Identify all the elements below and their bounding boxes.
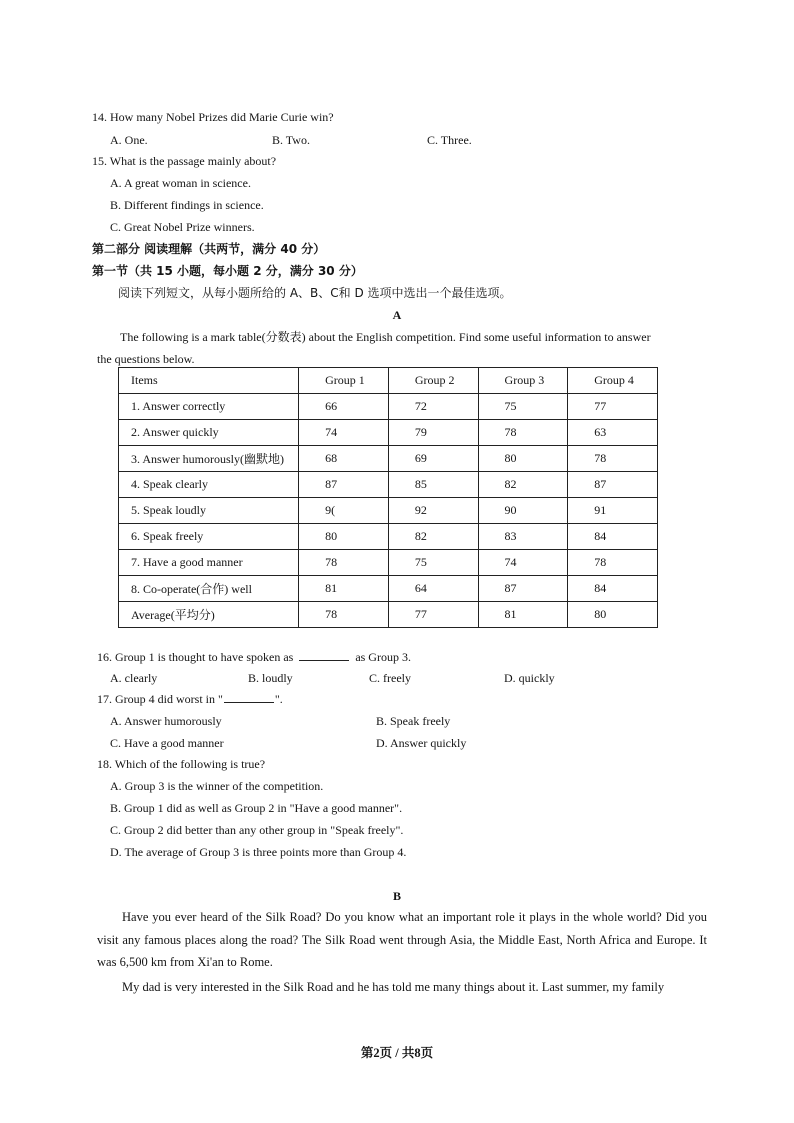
table-header-cell: Group 4 [568, 368, 658, 394]
q14-stem: 14. How many Nobel Prizes did Marie Curie win? [92, 110, 334, 124]
passage-a-intro-line1: The following is a mark table(分数表) about the English competition. Find some useful information to answer [120, 330, 651, 344]
q16-option-a: A. clearly [110, 671, 158, 685]
table-cell: 90 [478, 498, 568, 524]
table-cell: 78 [568, 550, 658, 576]
table-row [119, 420, 658, 446]
table-cell: 77 [568, 394, 658, 420]
q18-option-c: C. Group 2 did better than any other group in "Speak freely". [110, 823, 404, 837]
q16-option-c: C. freely [369, 671, 411, 685]
table-cell: 72 [388, 394, 478, 420]
q14-option-b: B. Two. [272, 133, 310, 147]
answer-blank [299, 649, 349, 661]
table-cell: 6. Speak freely [119, 524, 299, 550]
q17-option-c: C. Have a good manner [110, 736, 224, 750]
q17-stem-before: 17. Group 4 did worst in " [97, 692, 223, 706]
table-header-cell: Group 2 [388, 368, 478, 394]
table-cell: 64 [388, 576, 478, 602]
q14-option-c: C. Three. [427, 133, 472, 147]
table-cell: 87 [568, 472, 658, 498]
table-row [119, 576, 658, 602]
table-cell: 84 [568, 576, 658, 602]
table-cell: 82 [478, 472, 568, 498]
passage-a-label: A [392, 308, 402, 322]
q16-stem-before: 16. Group 1 is thought to have spoken as [97, 650, 294, 664]
table-cell: 80 [478, 446, 568, 472]
table-cell: Average(平均分) [119, 602, 299, 628]
table-cell: 81 [299, 576, 389, 602]
table-cell: 4. Speak clearly [119, 472, 299, 498]
table-cell: 87 [299, 472, 389, 498]
table-row [119, 498, 658, 524]
q18-option-a: A. Group 3 is the winner of the competition. [110, 779, 324, 793]
q15-option-a: A. A great woman in science. [110, 176, 251, 190]
q16-stem-after: as Group 3. [355, 650, 411, 664]
q17-option-b: B. Speak freely [376, 714, 451, 728]
table-cell: 63 [568, 420, 658, 446]
table-row-average [119, 602, 658, 628]
answer-blank [224, 691, 274, 703]
table-cell: 81 [478, 602, 568, 628]
table-cell: 8. Co-operate(合作) well [119, 576, 299, 602]
table-cell: 85 [388, 472, 478, 498]
q17-stem [97, 691, 283, 707]
q17-option-a: A. Answer humorously [110, 714, 222, 728]
table-row [119, 446, 658, 472]
table-cell: 80 [299, 524, 389, 550]
part2-title: 第二部分 阅读理解（共两节，满分 40 分） [92, 242, 326, 256]
table-cell: 78 [299, 602, 389, 628]
passage-b-paragraph-1: Have you ever heard of the Silk Road? Do you know what an important role it plays in the whole world? Did you visit any famous places along the road? The Silk Road went through Asia, the Middle East, North Africa and Europe. It was 6,500 km from Xi'an to Rome. [97, 910, 707, 969]
table-cell: 9( [299, 498, 389, 524]
q18-option-d: D. The average of Group 3 is three points more than Group 4. [110, 845, 407, 859]
q15-option-c: C. Great Nobel Prize winners. [110, 220, 255, 234]
table-cell: 74 [299, 420, 389, 446]
table-cell: 7. Have a good manner [119, 550, 299, 576]
q17-option-d: D. Answer quickly [376, 736, 467, 750]
passage-b-label: B [392, 889, 401, 903]
passage-b-paragraph-2: My dad is very interested in the Silk Road and he has told me many things about it. Last summer, my family [122, 980, 665, 994]
table-cell: 5. Speak loudly [119, 498, 299, 524]
table-header-row [119, 368, 658, 394]
table-header-cell: Items [119, 368, 299, 394]
table-cell: 66 [299, 394, 389, 420]
q17-stem-after: ". [274, 692, 283, 706]
table-cell: 87 [478, 576, 568, 602]
passage-a-intro-line2: the questions below. [97, 352, 195, 366]
table-cell: 75 [478, 394, 568, 420]
table-header-cell: Group 3 [478, 368, 568, 394]
table-cell: 80 [568, 602, 658, 628]
section1-title: 第一节（共 15 小题，每小题 2 分，满分 30 分） [92, 264, 363, 278]
q16-option-d: D. quickly [504, 671, 555, 685]
table-cell: 78 [478, 420, 568, 446]
q16-option-b: B. loudly [248, 671, 293, 685]
table-row [119, 472, 658, 498]
table-cell: 78 [299, 550, 389, 576]
mark-table [118, 367, 658, 628]
page-number-footer: 第2页 / 共8页 [360, 1046, 434, 1060]
q14-option-a: A. One. [110, 133, 148, 147]
q15-option-b: B. Different findings in science. [110, 198, 264, 212]
q15-stem: 15. What is the passage mainly about? [92, 154, 277, 168]
table-cell: 74 [478, 550, 568, 576]
table-cell: 2. Answer quickly [119, 420, 299, 446]
table-cell: 78 [568, 446, 658, 472]
table-cell: 84 [568, 524, 658, 550]
table-row [119, 394, 658, 420]
section1-instruction: 阅读下列短文，从每小题所给的 A、B、C和 D 选项中选出一个最佳选项。 [118, 286, 512, 300]
q18-option-b: B. Group 1 did as well as Group 2 in "Have a good manner". [110, 801, 403, 815]
table-cell: 91 [568, 498, 658, 524]
q18-stem: 18. Which of the following is true? [97, 757, 266, 771]
table-cell: 3. Answer humorously(幽默地) [119, 446, 299, 472]
table-header-cell: Group 1 [299, 368, 389, 394]
table-row [119, 550, 658, 576]
table-cell: 69 [388, 446, 478, 472]
table-cell: 1. Answer correctly [119, 394, 299, 420]
table-cell: 77 [388, 602, 478, 628]
table-row [119, 524, 658, 550]
table-cell: 68 [299, 446, 389, 472]
table-cell: 82 [388, 524, 478, 550]
table-cell: 75 [388, 550, 478, 576]
q16-stem [97, 649, 411, 665]
table-cell: 83 [478, 524, 568, 550]
table-cell: 92 [388, 498, 478, 524]
table-cell: 79 [388, 420, 478, 446]
